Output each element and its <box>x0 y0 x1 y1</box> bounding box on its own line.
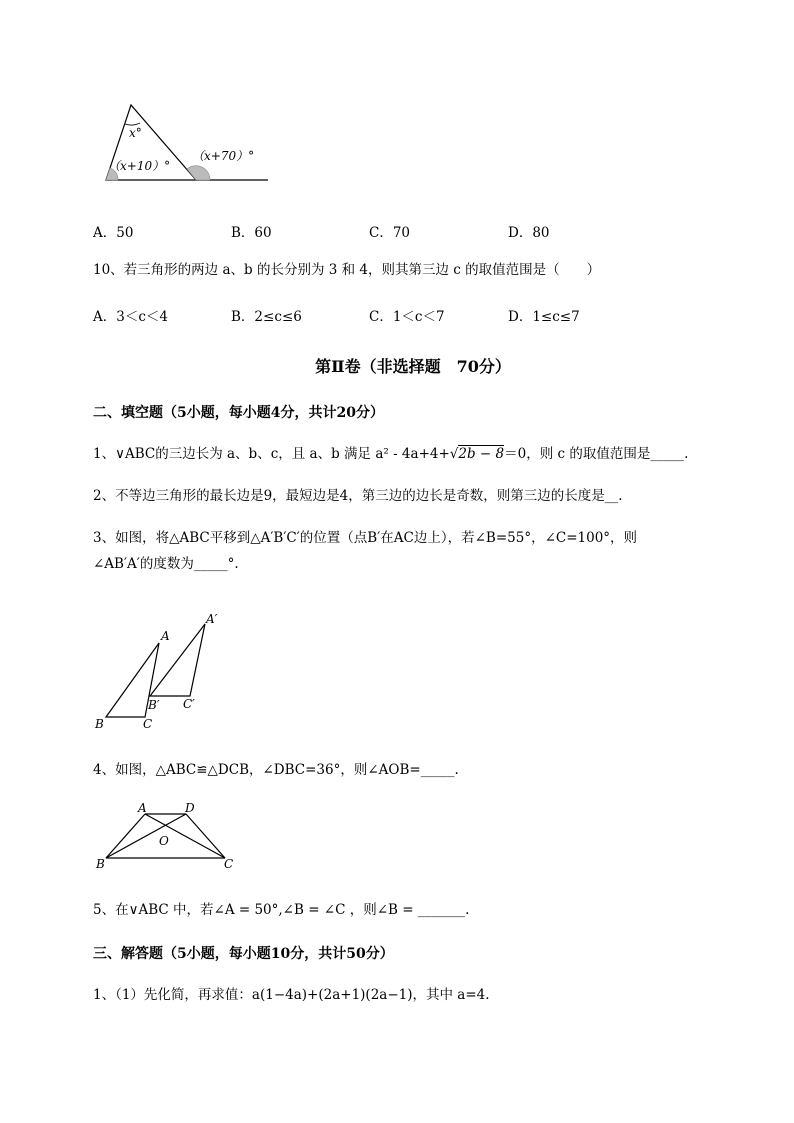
q10-choice-c: C．1＜c＜7 <box>369 309 445 325</box>
q10-stem: 10、若三角形的两边 a、b 的长分别为 3 和 4，则其第三边 c 的取值范围是（ ） <box>93 262 601 278</box>
label-A-prime: A′ <box>206 612 218 626</box>
q9-choice-c: C．70 <box>369 225 411 241</box>
sqrt-sign: √ <box>449 446 459 462</box>
label-C-prime: C′ <box>183 697 195 711</box>
label-B-prime: B′ <box>148 698 160 712</box>
q10-choice-d: D．1≤c≤7 <box>508 309 580 325</box>
triangle-exterior-angle-figure <box>0 0 794 200</box>
congruent-triangles-figure <box>0 800 794 880</box>
section-solve-title: 三、解答题（5小题，每小题10分，共计50分） <box>93 946 394 962</box>
label-O: O <box>159 834 169 848</box>
q9-choice-b: B．60 <box>231 225 272 241</box>
label-C: C <box>224 857 234 871</box>
label-C: C <box>143 717 153 731</box>
fill-q3-line1: 3、如图，将△ABC平移到△A′B′C′的位置（点B′在AC边上），若∠B=55°，∠C=100°，则 <box>93 530 638 546</box>
solve-q1: 1、（1）先化简，再求值：a(1−4a)+(2a+1)(2a−1)，其中 a=4. <box>93 987 490 1003</box>
fill-q5: 5、在∨ABC 中，若∠A = 50°,∠B = ∠C ，则∠B = _______. <box>93 902 470 918</box>
label-B: B <box>96 857 105 871</box>
translated-triangles-figure <box>0 600 794 750</box>
label-A: A <box>138 801 147 815</box>
fill-q1-radicand: 2b − 8 <box>458 446 505 462</box>
label-x70-angle: （x+70）° <box>192 149 255 163</box>
label-A: A <box>161 629 170 643</box>
fill-q1 <box>93 445 688 463</box>
fill-q1-part1: 1、∨ABC的三边长为 a、b、c，且 a、b 满足 a² - 4a+4+ <box>93 446 450 462</box>
q10-choice-a: A．3＜c＜4 <box>93 309 168 325</box>
q9-choice-a: A．50 <box>93 225 134 241</box>
q10-choice-b: B．2≤c≤6 <box>231 309 302 325</box>
label-x10-angle: （x+10）° <box>108 159 171 173</box>
part-two-title: 第Ⅱ卷（非选择题 70分） <box>315 357 511 376</box>
label-B: B <box>95 717 104 731</box>
section-fill-blank-title: 二、填空题（5小题，每小题4分，共计20分） <box>93 405 384 421</box>
q9-choice-d: D．80 <box>508 225 550 241</box>
fill-q1-part2: ＝0，则 c 的取值范围是_____. <box>504 446 689 462</box>
fill-q4: 4、如图，△ABC≌△DCB，∠DBC=36°，则∠AOB=_____. <box>93 762 459 778</box>
label-x-angle: x° <box>129 126 142 140</box>
fill-q3-line2: ∠AB′A′的度数为_____°. <box>93 556 239 572</box>
fill-q2: 2、不等边三角形的最长边是9，最短边是4，第三边的边长是奇数，则第三边的长度是__. <box>93 488 623 504</box>
label-D: D <box>185 801 195 815</box>
